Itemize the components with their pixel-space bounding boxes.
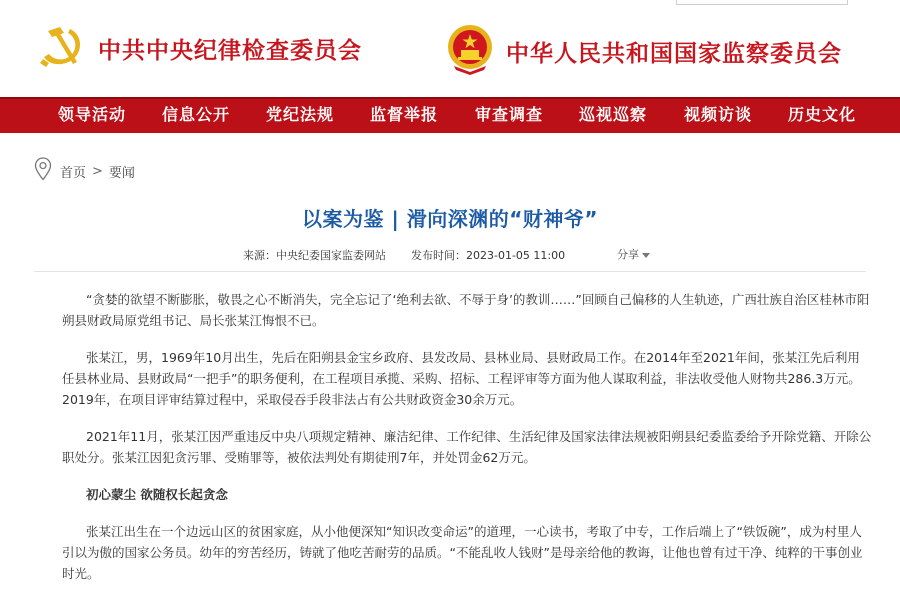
nav-item-history[interactable]: 历史文化 xyxy=(788,105,857,124)
article-title: 以案为鉴 | 滑向深渊的“财神爷” xyxy=(301,207,599,231)
ccdi-title: 中共中央纪律检查委员会 xyxy=(98,36,362,64)
divider xyxy=(34,271,866,272)
breadcrumb xyxy=(34,157,135,185)
search-box[interactable] xyxy=(676,0,848,5)
site-header xyxy=(0,0,900,97)
article-paragraph: 张某江出生在一个边远山区的贫困家庭，从小他便深知“知识改变命运”的道理，一心读书，考取了中专，工作后端上了“铁饭碗”，成为村里人引以为傲的国家公务员。幼年的穷苦经历，铸就了他吃苦耐劳的品质。“不能乱收人钱财”是母亲给他的教诲，让他也曾有过干净、纯粹的干事创业时光。 xyxy=(62,524,863,581)
ccdi-brand[interactable] xyxy=(40,23,362,73)
nav-item-regulations[interactable]: 党纪法规 xyxy=(266,105,335,124)
article-paragraph: 张某江，男，1969年10月出生，先后在阳朔县金宝乡政府、县发改局、县林业局、县财政局工作。在2014年至2021年间，张某江先后利用任县林业局、县财政局“一把手”的职务便利，在工程项目承揽、采购、招标、工程评审等方面为他人谋取利益，非法收受他人财物共286.3万元。2019年，在项目评审结算过程中，采取侵吞手段非法占有公共财政资金30余万元。 xyxy=(62,350,861,407)
article-paragraph: 2021年11月，张某江因严重违反中央八项规定精神、廉洁纪律、工作纪律、生活纪律及国家法律法规被阳朔县纪委监委给予开除党籍、开除公职处分。张某江因犯贪污罪、受贿罪等，被依法判处有期徒刑7年，并处罚金62万元。 xyxy=(62,429,872,465)
party-emblem-icon xyxy=(40,23,86,73)
location-pin-icon xyxy=(34,157,52,185)
nsc-brand[interactable] xyxy=(444,22,842,80)
nav-item-leadership[interactable]: 领导活动 xyxy=(58,105,127,124)
chevron-down-icon xyxy=(642,253,650,258)
breadcrumb-separator: > xyxy=(92,163,103,179)
article-date: 发布时间：2023-01-05 11:00 xyxy=(411,249,566,262)
article-subheading: 初心蒙尘 欲随权长起贪念 xyxy=(86,487,228,502)
nav-item-inspection[interactable]: 巡视巡察 xyxy=(579,105,648,124)
share-label: 分享 xyxy=(617,248,639,261)
breadcrumb-home[interactable]: 首页 xyxy=(60,165,87,181)
share-button[interactable] xyxy=(617,246,650,262)
nav-item-report[interactable]: 监督举报 xyxy=(370,105,439,124)
nav-item-video[interactable]: 视频访谈 xyxy=(684,105,753,124)
article-source: 来源：中央纪委国家监委网站 xyxy=(243,249,386,262)
national-emblem-icon xyxy=(444,22,496,80)
article-body xyxy=(62,289,872,600)
breadcrumb-current[interactable]: 要闻 xyxy=(108,165,135,181)
nav-item-investigation[interactable]: 审查调查 xyxy=(475,105,544,124)
article-paragraph: “贪婪的欲望不断膨胀，敬畏之心不断消失，完全忘记了‘绝利去欲、不辱于身’的教训……”回顾自己偏移的人生轨迹，广西壮族自治区桂林市阳朔县财政局原党组书记、局长张某江悔恨不已。 xyxy=(62,292,870,328)
nsc-title: 中华人民共和国国家监察委员会 xyxy=(506,39,842,67)
article-meta xyxy=(0,247,900,267)
main-nav xyxy=(0,97,900,133)
nav-item-info-disclosure[interactable]: 信息公开 xyxy=(162,105,231,124)
